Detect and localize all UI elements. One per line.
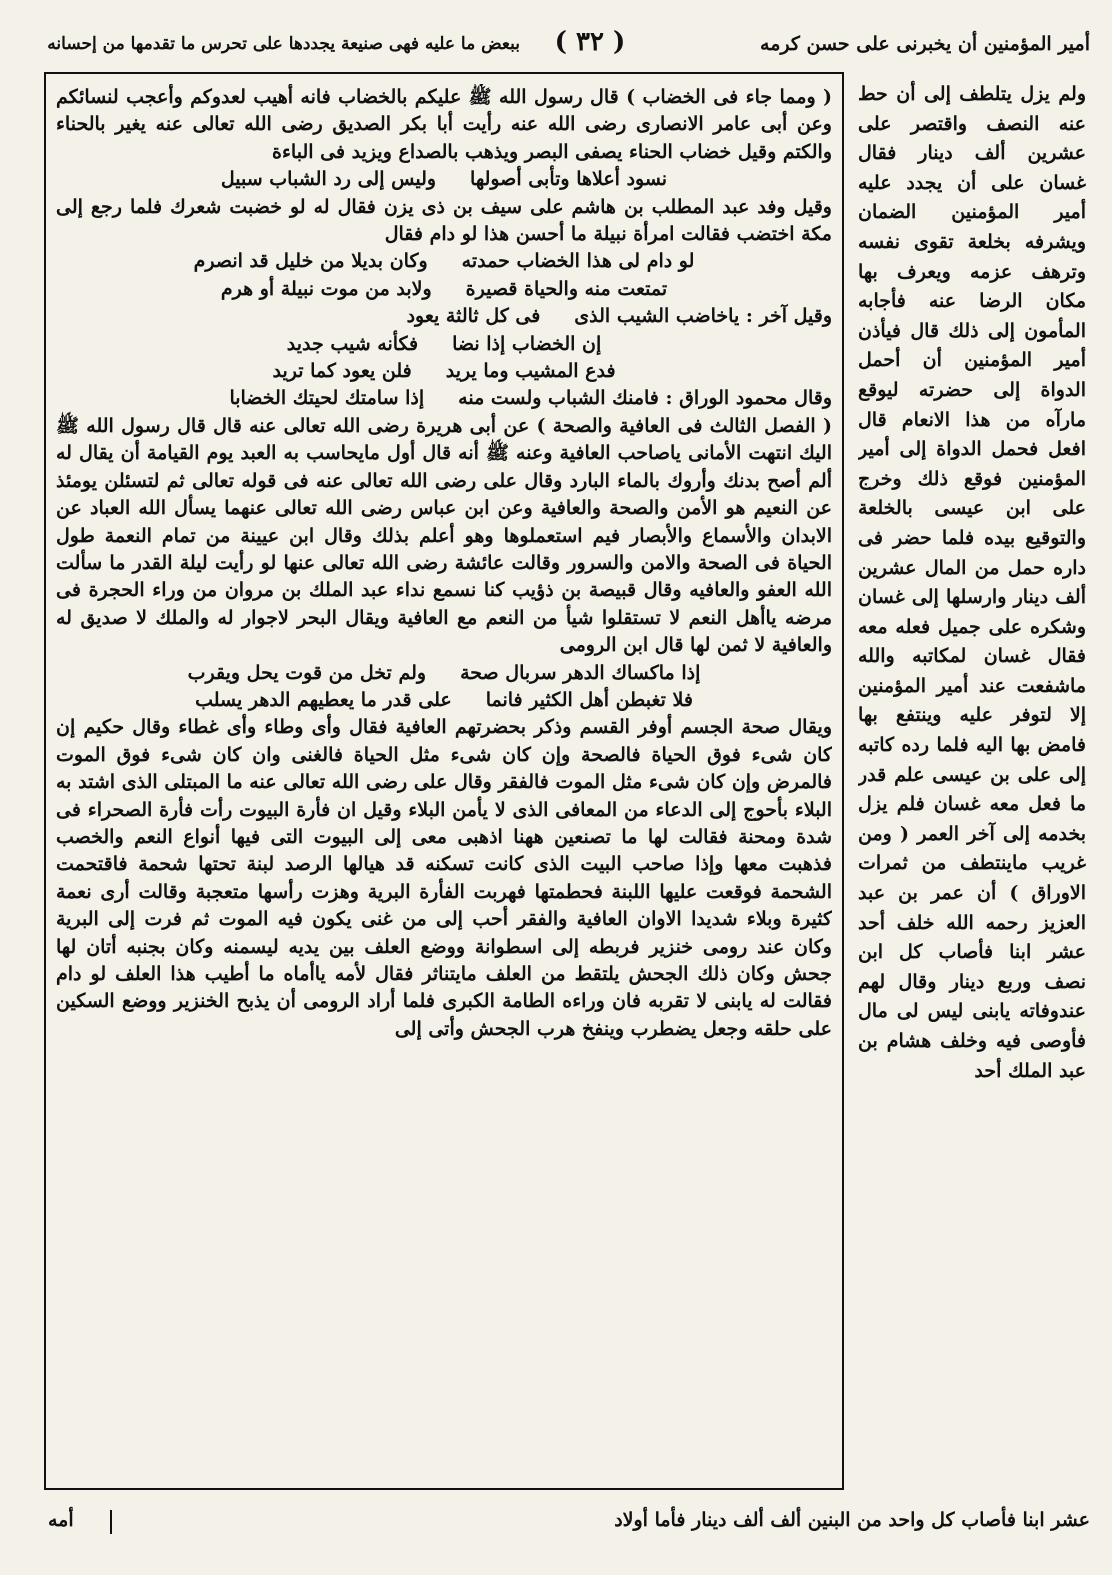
verse-hemistich: نسود أعلاها وتأبى أصولها	[470, 168, 668, 191]
verse-hemistich: على قدر ما يعطيهم الدهر يسلب	[195, 688, 452, 711]
verse-line	[56, 166, 832, 193]
verse-intro: وقال محمود الوراق : فامنك الشباب ولست منه	[458, 387, 832, 410]
paragraph-khidab: ( ومما جاء فى الخضاب ) قال رسول الله ﷺ عليكم بالخضاب فانه أهيب لعدوكم وأعجب لنسائكم وعن أبى عامر الانصارى رضى الله عنه رأيت أبا بكر الصديق رضى الله تعالى عنه يغير بالحناء والكتم وقيل خضاب الحناء يصفى البصر ويذهب بالصداع ويزيد فى الباءة	[56, 86, 832, 163]
verse-hemistich: فكأنه شيب جديد	[286, 332, 419, 355]
footer-running-text: عشر ابنا فأصاب كل واحد من البنين ألف ألف دينار فأما أولاد	[614, 1509, 1090, 1531]
header-running-text-left: ببعض ما عليه فهى صنيعة يجددها على تحرس ما تقدمها من إحسانه	[47, 34, 520, 54]
verse-hemistich: إن الخضاب إذا نضا	[452, 332, 602, 355]
paragraph-abd-al-muttalib: وقيل وفد عبد المطلب بن هاشم على سيف بن ذى يزن فقال له لو خضبت شعرك فلما رجع إلى مكة اختضب فقالت امرأة نبيلة ما أحسن هذا لو دام فقال	[56, 195, 832, 246]
paragraph-third-chapter: ( الفصل الثالث فى العافية والصحة ) عن أبى هريرة رضى الله تعالى عنه قال قال رسول الله ﷺ اليك انتهت الأمانى ياصاحب العافية وعنه ﷺ أنه قال أول مايحاسب به العبد يوم القيامة أن يقال له ألم أصح بدنك وأروك بالماء البارد وقال على رضى الله تعالى عنه فى قوله تعالى ثم لتسئلن يومئذ عن النعيم هو الأمن والصحة والعافية وعن ابن عباس رضى الله تعالى عنهما يسأل الله العباد عن الابدان والأسماع والأبصار فيم استعملوها وهو أعلم بذلك وقال ابن عيينة من تمام النعمة طول الحياة فى الصحة والامن والسرور وقالت عائشة رضى الله تعالى عنها لو رأيت ليلة القدر ما سألت الله العفو والعافيه وقال قبيصة بن ذؤيب كنا نسمع نداء عبد الملك بن مروان من وراء الحجرة فى مرضه ياأهل النعم لا تستقلوا شيأ من النعم مع العافية ويقال البحر لاجوار له والملك لا صديق له والعافية لا ثمن لها قال ابن الرومى	[56, 414, 832, 657]
header-running-text-right: أمير المؤمنين أن يخبرنى على حسن كرمه	[760, 33, 1090, 55]
side-margin-column	[858, 80, 1086, 1500]
verse-line	[56, 248, 832, 275]
verse-hemistich: إذا سامتك لحيتك الخضابا	[229, 387, 425, 410]
verse-line	[56, 331, 832, 358]
verse-line	[56, 687, 832, 714]
verse-hemistich: تمتعت منه والحياة قصيرة	[465, 277, 668, 300]
verse-hemistich: ولابد من موت نبيلة أو هرم	[220, 277, 432, 300]
verse-line	[56, 385, 832, 412]
verse-hemistich: فلن يعود كما تريد	[272, 360, 412, 383]
verse-hemistich: لو دام لى هذا الخضاب حمدته	[461, 250, 695, 273]
verse-hemistich: ولم تخل من قوت يحل ويقرب	[187, 661, 427, 684]
verse-hemistich: فلا تغبطن أهل الكثير فانما	[485, 688, 693, 711]
main-text-body	[56, 84, 832, 1478]
verse-hemistich: إذا ماكساك الدهر سربال صحة	[460, 661, 701, 684]
page-footer	[40, 1500, 1090, 1540]
verse-hemistich: وليس إلى رد الشباب سبيل	[220, 168, 437, 191]
main-text-frame	[44, 72, 844, 1490]
side-column-text: ولم يزل يتلطف إلى أن حط عنه النصف واقتصر على عشرين ألف دينار فقال غسان على أن يجدد عليه أمير المؤمنين الضمان ويشرفه بخلعة تقوى نفسه وترهف عزمه ويعرف بها مكان الرضا عنه فأجابه المأمون إلى ذلك قال فيأذن أمير المؤمنين أن أحمل الدواة إلى حضرته ليوقع مارآه من هذا الانعام قال افعل فحمل الدواة إلى أمير المؤمنين فوقع ذلك وخرج على ابن عيسى بالخلعة والتوقيع بيده فلما حضر فى داره حمل من المال عشرين ألف دينار وارسلها إلى غسان وشكره على جميل فعله معه فقال غسان لمكاتبه والله ماشفعت عند أمير المؤمنين إلا لتوفر عليه وينتفع بها فامض بها اليه فلما رده كاتبه إلى على بن عيسى علم قدر ما فعل معه غسان فلم يزل بخدمه إلى آخر العمر ( ومن غريب ماينتطف من ثمرات الاوراق ) أن عمر بن عبد العزيز رحمه الله خلف أحد عشر ابنا فأصاب كل ابن نصف وربع دينار وقال لهم عندوفاته يابنى ليس لى مال فأوصى فيه وخلف هشام بن عبد الملك أحد	[858, 83, 1086, 1082]
verse-hemistich: فدع المشيب وما يريد	[445, 360, 616, 383]
verse-hemistich: فى كل ثالثة يعود	[406, 305, 541, 328]
verse-line	[56, 660, 832, 687]
page-number: ( ٣٢ )	[554, 27, 626, 57]
verse-line	[56, 276, 832, 303]
catchword: أمه	[48, 1509, 74, 1531]
page-header	[20, 28, 1090, 60]
verse-intro: وقيل آخر : ياخاضب الشيب الذى	[574, 305, 832, 328]
verse-line	[56, 303, 832, 330]
paragraph-health: ويقال صحة الجسم أوفر القسم وذكر بحضرتهم العافية فقال وأى وطاء وأى غطاء وقال حكيم إن كان شىء فوق الحياة فالصحة وإن كان شىء مثل الحياة فالغنى وان كان شىء فوق الموت فالمرض وإن كان شىء مثل الموت فالفقر وقال على رضى الله تعالى عنه ما المبتلى الذى اشتد به البلاء بأحوج إلى الدعاء من المعافى الذى لا يأمن البلاء وقيل ان فأرة البيوت رأت فأرة الصحراء فى شدة ومحنة فقالت لها ما تصنعين ههنا اذهبى معى إلى البيوت التى فيها أنواع النعم والخصب فذهبت معها وإذا صاحب البيت الذى كانت تسكنه قد هيالها الرصد لبنة تحتها شحمة فاقتحمت الشحمة فوقعت عليها اللبنة فحطمتها فهربت الفأرة البرية وهزت رأسها متعجبة وقالت أرى نعمة كثيرة وبلاء شديدا الاوان العافية والفقر أحب إلى من غنى يكون فيه الموت ثم فرت إلى البرية وكان عند رومى خنزير فربطه إلى اسطوانة ووضع العلف بين يديه ليسمنه وكان بجنبه أتان لها جحش وكان ذلك الجحش يلتقط من العلف مايتناثر فقال لأمه ياأماه ما أطيب هذا العلف لو دام فقالت له يابنى لا تقربه فان وراءه الطامة الكبرى فلما أراد الرومى أن يذبح الخنزير ووضع السكين على حلقه وجعل يضطرب وينفخ هرب الجحش وأتى إلى	[56, 716, 832, 1040]
verse-line	[56, 358, 832, 385]
verse-hemistich: وكان بديلا من خليل قد انصرم	[193, 250, 428, 273]
